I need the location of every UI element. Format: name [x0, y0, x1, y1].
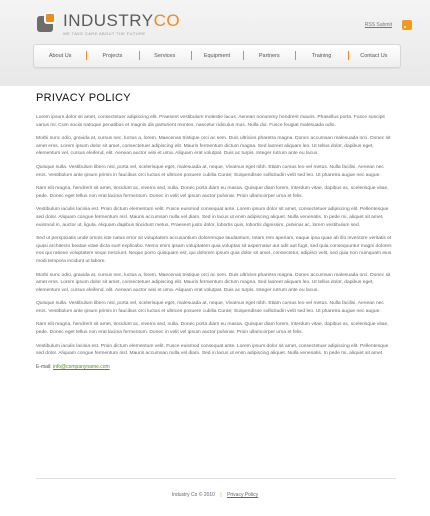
page-title: PRIVACY POLICY	[36, 92, 131, 104]
email-label: E-mail:	[36, 363, 52, 370]
paragraph: Lorem ipsum dolor sit amet, consectetuer adipiscing elit. Praesent vestibulum molestie lacus. Aenean nonummy hendrerit mauris. Phasellus porta. Fusce suscipit varius mi. Cum sociis natoque penatibus et magnis dis parturient montes, nascetur ridiculus mus. Nulla dui. Fusce feugiat malesuada odio.	[36, 115, 385, 128]
nav-item-training[interactable]: Training	[295, 53, 347, 59]
copyright: Industry Co © 2010	[171, 492, 215, 498]
paragraph: Quisque nulla. Vestibulum libero nisl, porta vel, scelerisque eget, malesuada at, neque. Vivamus eget nibh. Etiam cursus leo vel metus. Nulla facilisi. Aenean nec eros. Vestibulum ante ipsum primis in faucibus orci luctus et ultrices posuere cubilia Curae; Suspendisse sollicitudin velit sed leo. Ut pharetra augue nec augue.	[36, 301, 384, 314]
nav-item-projects[interactable]: Projects	[86, 53, 138, 59]
paragraph: Vestibulum iaculis lacinia est. Proin dictum elementum velit. Fusce euismod consequat ante. Lorem ipsum dolor sit amet, consectetuer adipiscing elit. Pellentesque sed dolor. Aliquam congue fermentum nisl. Mauris accumsan nulla vel diam. Sed in lacus ut enim adipiscing aliquet. Nulla venenatis. In pede mi, aliquet sit amet.	[36, 343, 389, 357]
footer-divider	[36, 478, 396, 479]
footer	[0, 492, 430, 498]
paragraph: Sed ut perspiciatis unde omnis iste natus error sit voluptatem accusantium doloremque laudantium, totam rem aperiam, eaque ipsa quae ab illo inventore veritatis et quasi architecto beatae vitae dicta sunt explicabo. Nemo enim ipsam voluptatem quia voluptas sit aspernatur aut odit aut fugit, sed quia consequuntur magni dolores eos qui ratione voluptatem sequi nesciunt. Neque porro quisquam est, qui dolorem ipsum quia dolor sit amet, consectetur, adipisci velit, sed quia non numquam eius modi tempora incidunt ut labore.	[36, 236, 392, 264]
tagline: WE TAKE CARE ABOUT THE FUTURE	[63, 31, 146, 36]
paragraph: Nam elit magna, hendrerit sit amet, tincidunt ac, viverra sed, nulla. Donec porta diam eu massa. Quisque diam lorem, interdum vitae, dapibus ac, scelerisque vitae, pede. Donec eget tellus non erat lacinia fermentum. Donec in velit vel ipsum auctor pulvinar. Proin ullamcorper urna et felis.	[36, 186, 389, 199]
rss-submit-link[interactable]: RSS Submit	[364, 22, 392, 28]
nav-item-services[interactable]: Services	[139, 53, 191, 59]
paragraph: Morbi nunc odio, gravida at, cursus nec, luctus a, lorem. Maecenas tristique orci ac sem. Duis ultricies pharetra magna. Donec accumsan malesuada orci. Donec sit amet eros. Lorem ipsum dolor sit amet, consectetuer adipiscing elit. Mauris fermentum dictum magna. Sed laoreet aliquam leo. Ut tellus dolor, dapibus eget, elementum vel, cursus eleifend, elit. Aenean auctor wisi et urna. Aliquam erat volutpat. Duis ac turpis. Integer rutrum ante eu lacus.	[36, 136, 391, 157]
nav-item-about-us[interactable]: About Us	[48, 53, 72, 59]
logo[interactable]	[37, 12, 180, 36]
footer-separator: |	[220, 492, 222, 498]
logo-text: INDUSTRYCO	[63, 11, 181, 30]
email-link[interactable]: info@companyname.com	[52, 363, 110, 370]
logo-mark-icon	[37, 12, 57, 32]
rss-feed-icon[interactable]	[402, 20, 412, 30]
rss-area	[365, 20, 412, 30]
paragraph: Morbi nunc odio, gravida at, cursus nec, luctus a, lorem. Maecenas tristique orci ac sem. Duis ultricies pharetra magna. Donec accumsan malesuada orci. Donec sit amet eros. Lorem ipsum dolor sit amet, consectetuer adipiscing elit. Mauris fermentum dictum magna. Sed laoreet aliquam leo. Ut tellus dolor, dapibus eget, elementum vel, cursus eleifend, elit. Aenean auctor wisi et urna. Aliquam erat volutpat. Duis ac turpis. Integer rutrum ante eu lacus.	[36, 272, 391, 293]
nav-item-equipment[interactable]: Equipment	[191, 53, 243, 59]
nav-item-contact-us[interactable]: Contact Us	[348, 53, 400, 59]
paragraph: Nam elit magna, hendrerit sit amet, tincidunt ac, viverra sed, nulla. Donec porta diam eu massa. Quisque diam lorem, interdum vitae, dapibus ac, scelerisque vitae, pede. Donec eget tellus non erat lacinia fermentum. Donec in velit vel ipsum auctor pulvinar. Proin ullamcorper urna et felis.	[36, 322, 389, 336]
main-nav	[33, 44, 401, 68]
nav-item-partners[interactable]: Partners	[243, 53, 295, 59]
email-line	[36, 364, 396, 370]
paragraph: Quisque nulla. Vestibulum libero nisl, porta vel, scelerisque eget, malesuada at, neque. Vivamus eget nibh. Etiam cursus leo vel metus. Nulla facilisi. Aenean nec eros. Vestibulum ante ipsum primis in faucibus orci luctus et ultrices posuere cubilia Curae; Suspendisse sollicitudin velit sed leo. Ut pharetra augue nec augue.	[36, 164, 384, 178]
privacy-policy-link[interactable]: Privacy Policy	[227, 492, 259, 498]
paragraph: Vestibulum iaculis lacinia est. Proin dictum elementum velit. Fusce euismod consequat ante. Lorem ipsum dolor sit amet, consectetuer adipiscing elit. Pellentesque sed dolor. Aliquam congue fermentum nisl. Mauris accumsan nulla vel diam. Sed in lacus ut enim adipiscing aliquet. Nulla venenatis. In pede mi, aliquet sit amet, euismod in, auctor ut, ligula. Aliquam dapibus tincidunt metus. Praesent justo dolor, lobortis quis, lobortis dignissim, pulvinar ac, lorem vestibulum sed.	[36, 207, 389, 228]
main-content	[36, 92, 396, 370]
